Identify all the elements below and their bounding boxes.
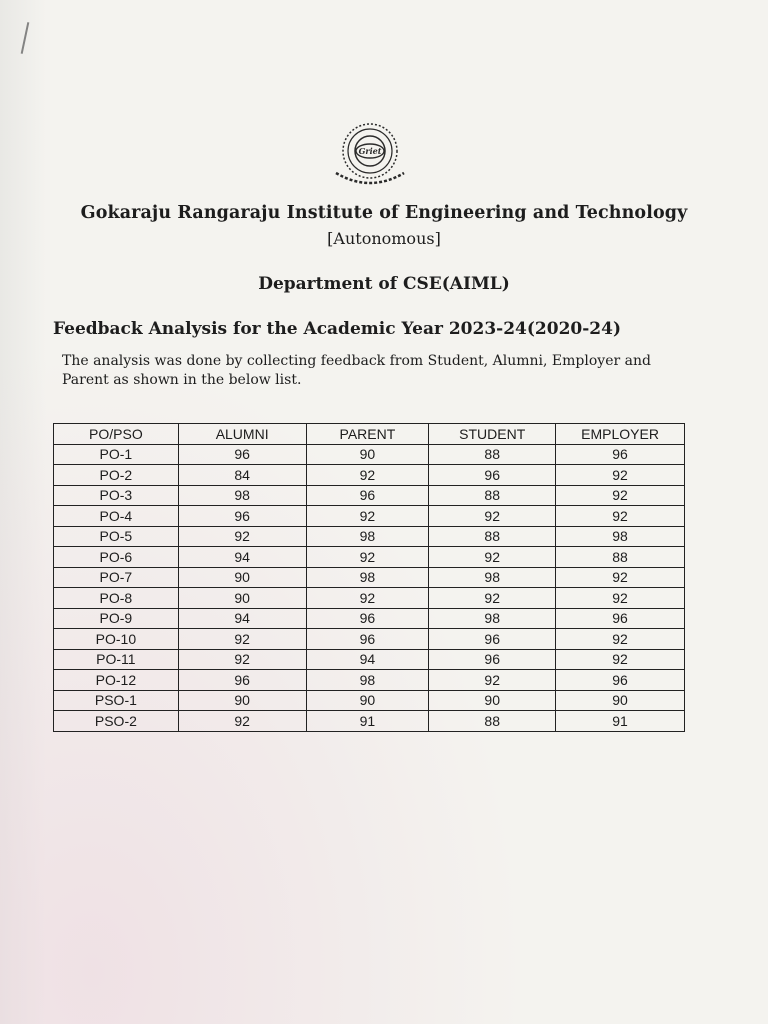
cell-student: 92 <box>429 588 556 609</box>
cell-employer: 92 <box>556 506 685 527</box>
analysis-title: Feedback Analysis for the Academic Year 2023-24(2020-24) <box>53 319 621 339</box>
table-row <box>54 547 685 568</box>
cell-employer: 92 <box>556 649 685 670</box>
cell-po: PSO-1 <box>54 690 179 711</box>
table-row <box>54 506 685 527</box>
header-employer: EMPLOYER <box>556 424 685 445</box>
cell-parent: 92 <box>306 547 429 568</box>
cell-employer: 92 <box>556 588 685 609</box>
table-row <box>54 629 685 650</box>
feedback-table <box>53 423 685 732</box>
table-row <box>54 588 685 609</box>
institute-logo-icon <box>318 121 422 191</box>
cell-parent: 92 <box>306 588 429 609</box>
cell-alumni: 92 <box>178 629 306 650</box>
cell-po: PO-1 <box>54 444 179 465</box>
table-header-row <box>54 424 685 445</box>
cell-parent: 94 <box>306 649 429 670</box>
cell-alumni: 94 <box>178 608 306 629</box>
cell-employer: 91 <box>556 711 685 732</box>
institute-name: Gokaraju Rangaraju Institute of Engineering and Technology <box>80 203 688 223</box>
cell-student: 98 <box>429 567 556 588</box>
cell-po: PO-9 <box>54 608 179 629</box>
cell-alumni: 92 <box>178 526 306 547</box>
table-row <box>54 526 685 547</box>
table-row <box>54 444 685 465</box>
table-row <box>54 711 685 732</box>
table-row <box>54 485 685 506</box>
header-parent: PARENT <box>306 424 429 445</box>
cell-alumni: 90 <box>178 690 306 711</box>
table-row <box>54 567 685 588</box>
cell-alumni: 92 <box>178 649 306 670</box>
cell-parent: 98 <box>306 567 429 588</box>
cell-student: 88 <box>429 711 556 732</box>
cell-employer: 92 <box>556 567 685 588</box>
cell-po: PO-3 <box>54 485 179 506</box>
cell-employer: 92 <box>556 485 685 506</box>
analysis-intro: The analysis was done by collecting feedback from Student, Alumni, Employer and Parent as shown in the below list. <box>62 353 651 388</box>
institute-status: [Autonomous] <box>327 229 441 248</box>
cell-employer: 96 <box>556 608 685 629</box>
cell-student: 92 <box>429 670 556 691</box>
logo-text: Griet <box>358 146 382 156</box>
cell-parent: 92 <box>306 506 429 527</box>
cell-po: PO-8 <box>54 588 179 609</box>
table-row <box>54 690 685 711</box>
cell-parent: 96 <box>306 485 429 506</box>
cell-po: PO-11 <box>54 649 179 670</box>
cell-alumni: 96 <box>178 670 306 691</box>
cell-po: PO-4 <box>54 506 179 527</box>
cell-student: 92 <box>429 547 556 568</box>
cell-parent: 98 <box>306 670 429 691</box>
table-row <box>54 608 685 629</box>
header-alumni: ALUMNI <box>178 424 306 445</box>
cell-student: 90 <box>429 690 556 711</box>
cell-employer: 96 <box>556 444 685 465</box>
header-student: STUDENT <box>429 424 556 445</box>
cell-parent: 96 <box>306 629 429 650</box>
cell-alumni: 84 <box>178 465 306 486</box>
cell-employer: 90 <box>556 690 685 711</box>
cell-alumni: 96 <box>178 506 306 527</box>
cell-po: PSO-2 <box>54 711 179 732</box>
cell-alumni: 98 <box>178 485 306 506</box>
cell-student: 98 <box>429 608 556 629</box>
cell-po: PO-2 <box>54 465 179 486</box>
cell-parent: 90 <box>306 444 429 465</box>
department-name: Department of CSE(AIML) <box>258 274 510 294</box>
cell-student: 92 <box>429 506 556 527</box>
cell-employer: 92 <box>556 465 685 486</box>
cell-parent: 91 <box>306 711 429 732</box>
cell-employer: 98 <box>556 526 685 547</box>
cell-po: PO-7 <box>54 567 179 588</box>
cell-employer: 88 <box>556 547 685 568</box>
cell-alumni: 94 <box>178 547 306 568</box>
cell-alumni: 96 <box>178 444 306 465</box>
cell-student: 96 <box>429 465 556 486</box>
cell-student: 88 <box>429 444 556 465</box>
cell-parent: 92 <box>306 465 429 486</box>
cell-employer: 92 <box>556 629 685 650</box>
cell-parent: 96 <box>306 608 429 629</box>
cell-student: 88 <box>429 526 556 547</box>
cell-alumni: 90 <box>178 567 306 588</box>
cell-po: PO-6 <box>54 547 179 568</box>
cell-parent: 98 <box>306 526 429 547</box>
cell-alumni: 90 <box>178 588 306 609</box>
table-row <box>54 465 685 486</box>
cell-po: PO-10 <box>54 629 179 650</box>
cell-po: PO-12 <box>54 670 179 691</box>
cell-employer: 96 <box>556 670 685 691</box>
cell-po: PO-5 <box>54 526 179 547</box>
cell-student: 96 <box>429 649 556 670</box>
table-row <box>54 649 685 670</box>
pen-mark <box>21 22 30 54</box>
cell-parent: 90 <box>306 690 429 711</box>
cell-student: 96 <box>429 629 556 650</box>
cell-student: 88 <box>429 485 556 506</box>
header-po-pso: PO/PSO <box>54 424 179 445</box>
table-row <box>54 670 685 691</box>
cell-alumni: 92 <box>178 711 306 732</box>
